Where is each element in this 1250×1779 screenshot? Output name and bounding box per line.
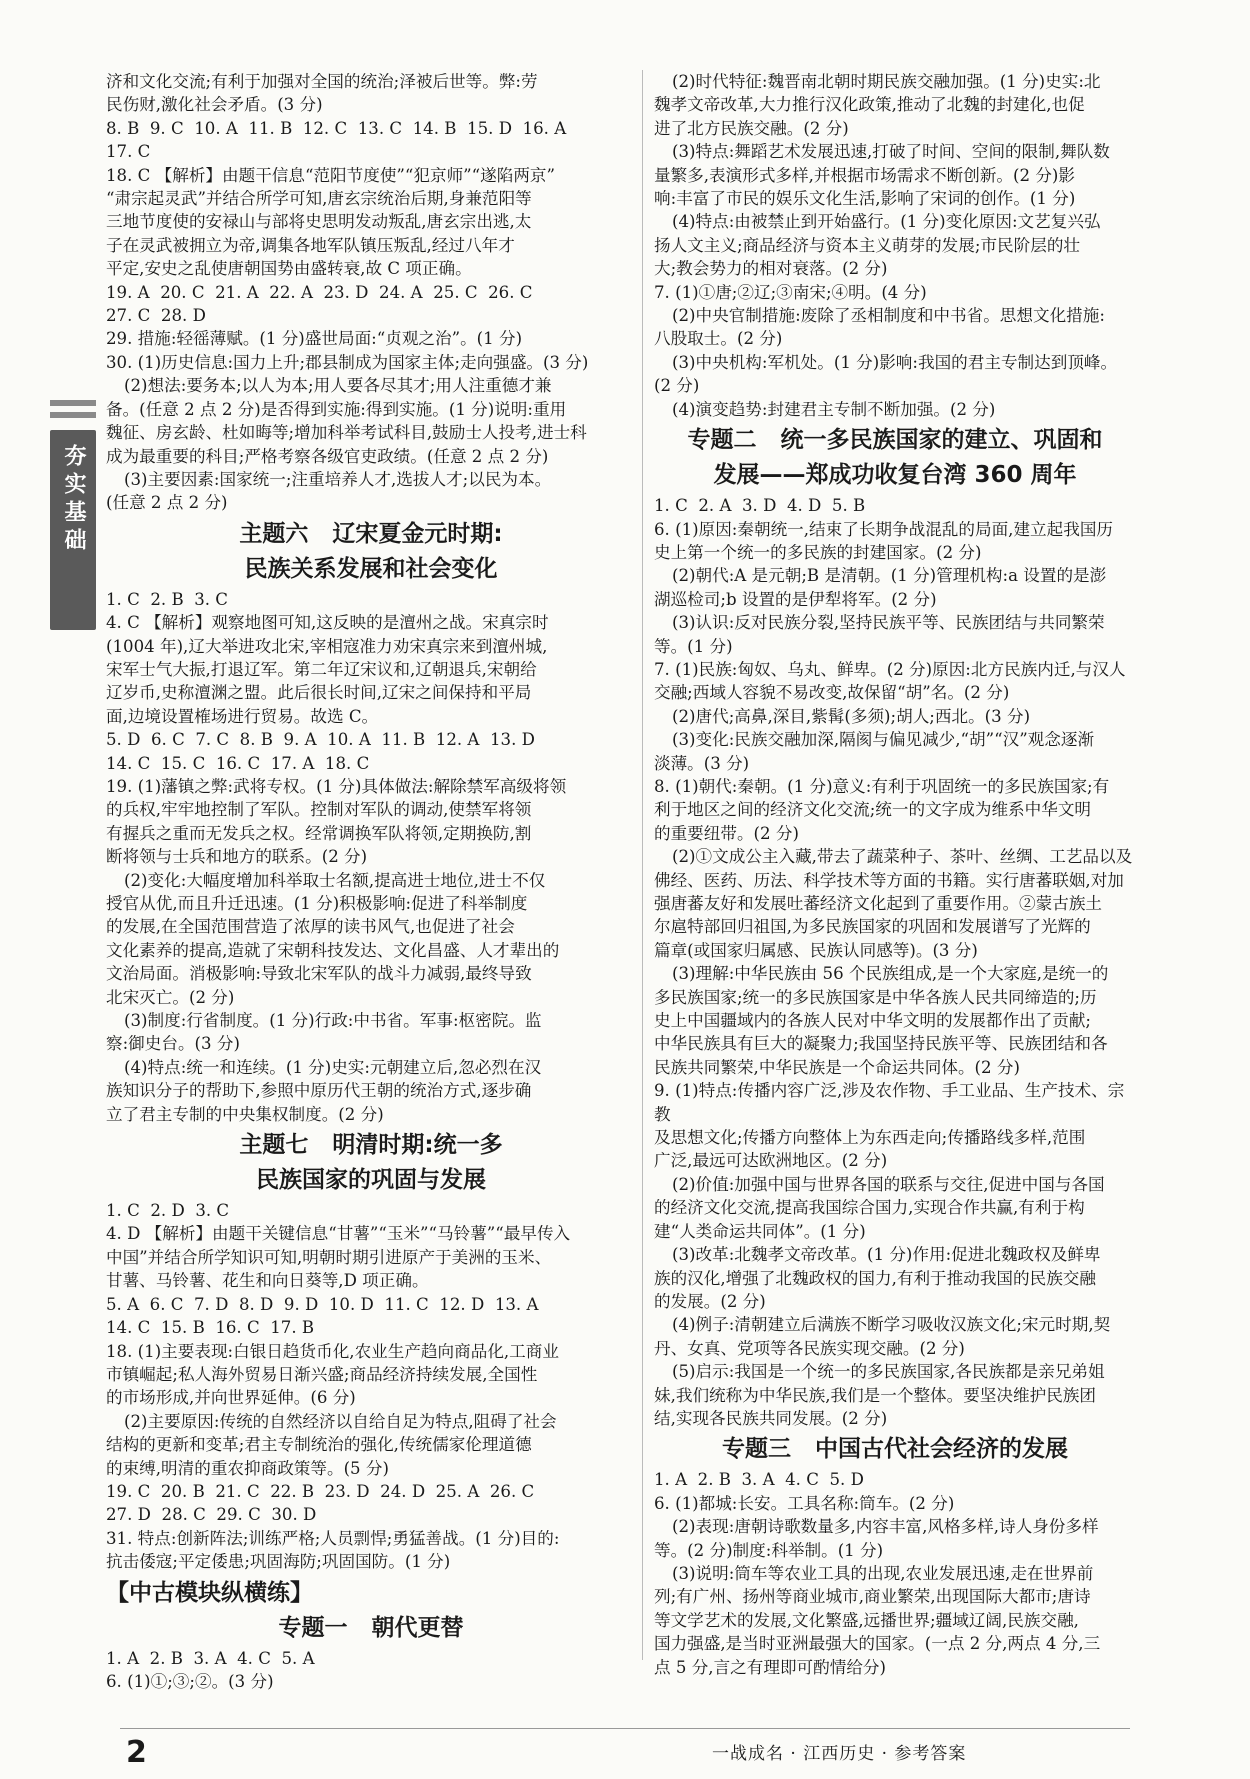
answer-line: 扬人文主义;商品经济与资本主义萌芽的发展;市民阶层的壮	[654, 235, 1081, 255]
answer-line: 1. C 2. B 3. C	[106, 589, 229, 609]
answer-line: (3)主要因素:国家统一;注重培养人才,选拔人才;以民为本。	[124, 469, 552, 489]
answer-line: 18. (1)主要表现:白银日趋货币化,农业生产趋向商品化,工商业	[106, 1341, 559, 1361]
answer-line: (3)改革:北魏孝文帝改革。(1 分)作用:促进北魏政权及鲜卑	[672, 1245, 1101, 1265]
left-column	[106, 70, 636, 1693]
section-heading: 民族国家的巩固与发展	[256, 1167, 486, 1194]
answer-line: 列;有广州、扬州等商业城市,商业繁荣,出现国际大都市;唐诗	[654, 1587, 1091, 1607]
answer-line: 大;教会势力的相对衰落。(2 分)	[654, 259, 888, 279]
answer-line: 14. C 15. B 16. C 17. B	[106, 1318, 315, 1338]
answer-line: 结,实现各民族共同发展。(2 分)	[654, 1408, 888, 1428]
answer-line: 民伤财,激化社会矛盾。(3 分)	[106, 95, 323, 115]
answer-line: 的束缚,明清的重农抑商政策等。(5 分)	[106, 1458, 389, 1478]
answer-line: 结构的更新和变革;君主专制统治的强化,传统儒家伦理道德	[106, 1435, 532, 1455]
side-strip	[50, 412, 96, 418]
answer-line: 的市场形成,并向世界延伸。(6 分)	[106, 1388, 356, 1408]
answer-line: 辽岁币,史称澶渊之盟。此后很长时间,辽宋之间保持和平局	[106, 683, 532, 703]
answer-line: 平定,安史之乱使唐朝国势由盛转衰,故 C 项正确。	[106, 259, 472, 279]
answer-line: 1. A 2. B 3. A 4. C 5. A	[106, 1648, 315, 1668]
answer-line: (3)特点:舞蹈艺术发展迅速,打破了时间、空间的限制,舞队数	[672, 142, 1110, 162]
answer-line: (2)唐代;高鼻,深目,紫髯(多须);胡人;西北。(3 分)	[672, 706, 1031, 726]
answer-line: 1. A 2. B 3. A 4. C 5. D	[654, 1470, 864, 1490]
section-heading: 专题一 朝代更替	[278, 1614, 464, 1641]
answer-line: (2)①文成公主入藏,带去了蔬菜种子、茶叶、丝绸、工艺品以及	[672, 847, 1133, 867]
section-heading: 专题二 统一多民族国家的建立、巩固和	[687, 427, 1103, 454]
answer-line: 19. C 20. B 21. C 22. B 23. D 24. D 25. A 26. C	[106, 1481, 535, 1501]
answer-line: 史上中国疆域内的各族人民对中华文明的发展都作出了贡献;	[654, 1011, 1092, 1031]
answer-line: 19. (1)藩镇之弊:武将专权。(1 分)具体做法:解除禁军高级将领	[106, 776, 567, 796]
answer-line: 有握兵之重而无发兵之权。经常调换军队将领,定期换防,割	[106, 823, 532, 843]
answer-line: 强唐蕃友好和发展吐蕃经济文化起到了重要作用。②蒙古族土	[654, 894, 1103, 913]
answer-line: 14. C 15. C 16. C 17. A 18. C	[106, 753, 370, 773]
answer-line: 中华民族具有巨大的凝聚力;我国坚持民族平等、民族团结和各	[654, 1034, 1108, 1054]
answer-line: 妹,我们统称为中华民族,我们是一个整体。要坚决维护民族团	[654, 1385, 1096, 1405]
answer-line: 8. (1)朝代:秦朝。(1 分)意义:有利于巩固统一的多民族国家;有	[654, 776, 1110, 796]
answer-line: 6. (1)①;③;②。(3 分)	[106, 1671, 274, 1691]
section-heading: 主题七 明清时期:统一多	[239, 1132, 503, 1159]
answer-line: 抗击倭寇;平定倭患;巩固海防;巩固国防。(1 分)	[106, 1552, 451, 1572]
answer-line: 31. 特点:创新阵法;训练严格;人员剽悍;勇猛善战。(1 分)目的:	[106, 1528, 560, 1548]
answer-line: 淡薄。(3 分)	[654, 753, 750, 773]
answer-line: 的重要纽带。(2 分)	[654, 823, 799, 843]
side-tab-label: 夯实基础	[61, 444, 86, 556]
answer-line: 等文学艺术的发展,文化繁盛,远播世界;疆域辽阔,民族交融,	[654, 1610, 1079, 1630]
answer-line: 的发展,在全国范围营造了浓厚的读书风气,也促进了社会	[106, 917, 515, 937]
answer-line: (5)启示:我国是一个统一的多民族国家,各民族都是亲兄弟姐	[672, 1362, 1105, 1382]
answer-line: 面,边境设置榷场进行贸易。故选 C。	[106, 706, 379, 726]
side-strip	[50, 400, 96, 406]
answer-line: 魏孝文帝改革,大力推行汉化政策,推动了北魏的封建化,也促	[654, 95, 1085, 115]
answer-line: (1004 年),辽大举进攻北宋,宰相寇准力劝宋真宗来到澶州城,	[106, 636, 548, 656]
answer-line: 的发展。(2 分)	[654, 1291, 766, 1311]
column-divider	[642, 70, 643, 1660]
answer-line: (2)中央官制措施:废除了丞相制度和中书省。思想文化措施:	[672, 306, 1105, 326]
page-number: 2	[126, 1735, 147, 1770]
answer-line: 甘薯、马铃薯、花生和向日葵等,D 项正确。	[106, 1271, 429, 1291]
answer-line: 族知识分子的帮助下,参照中原历代王朝的统治方式,逐步确	[106, 1081, 532, 1101]
answer-line: (2)价值:加强中国与世界各国的联系与交往,促进中国与各国	[672, 1174, 1105, 1194]
answer-line: (2)时代特征:魏晋南北朝时期民族交融加强。(1 分)史实:北	[672, 72, 1101, 91]
answer-line: (3)中央机构:军机处。(1 分)影响:我国的君主专制达到顶峰。	[672, 352, 1118, 372]
answer-line: 27. C 28. D	[106, 306, 206, 326]
answer-line: 7. (1)民族:匈奴、乌丸、鲜卑。(2 分)原因:北方民族内迁,与汉人	[654, 659, 1126, 679]
answer-line: (4)例子:清朝建立后满族不断学习吸收汉族文化;宋元时期,契	[672, 1315, 1111, 1335]
answer-line: 9. (1)特点:传播内容广泛,涉及农作物、手工业品、生产技术、宗教	[654, 1081, 1125, 1124]
answer-line: (2)主要原因:传统的自然经济以自给自足为特点,阻碍了社会	[124, 1411, 557, 1431]
footer-text: 一战成名 · 江西历史 · 参考答案	[712, 1744, 967, 1764]
answer-line: 三地节度使的安禄山与部将史思明发动叛乱,唐玄宗出逃,太	[106, 212, 532, 232]
answer-line: (2)朝代:A 是元朝;B 是清朝。(1 分)管理机构:a 设置的是澎	[672, 566, 1107, 586]
answer-line: 的经济文化交流,提高我国综合国力,实现合作共赢,有利于构	[654, 1198, 1085, 1218]
answer-line: 北宋灭亡。(2 分)	[106, 987, 235, 1007]
answer-line: 成为最重要的科目;严格考察各级官吏政绩。(任意 2 点 2 分)	[106, 446, 549, 466]
answer-line: 等。(2 分)制度:科举制。(1 分)	[654, 1540, 884, 1560]
answer-line: 5. A 6. C 7. D 8. D 9. D 10. D 11. C 12. D 13. A	[106, 1294, 539, 1314]
answer-line: 建“人类命运共同体”。(1 分)	[654, 1221, 866, 1241]
answer-line: 济和文化交流;有利于加强对全国的统治;泽被后世等。弊:劳	[106, 72, 538, 91]
answer-line: 8. B 9. C 10. A 11. B 12. C 13. C 14. B 15. D 16. A	[106, 118, 567, 138]
answer-line: (2)想法:要务本;以人为本;用人要各尽其才;用人注重德才兼	[124, 376, 552, 396]
answer-line: (2)变化:大幅度增加科举取士名额,提高进士地位,进士不仅	[124, 870, 546, 890]
answer-line: 丹、女真、党项等各民族实现交融。(2 分)	[654, 1338, 965, 1358]
answer-line: (4)演变趋势:封建君主专制不断加强。(2 分)	[672, 399, 996, 419]
answer-line: 立了君主专制的中央集权制度。(2 分)	[106, 1104, 384, 1124]
answer-line: 29. 措施:轻徭薄赋。(1 分)盛世局面:“贞观之治”。(1 分)	[106, 329, 523, 349]
answer-line: 子在灵武被拥立为帝,调集各地军队镇压叛乱,经过八年才	[106, 235, 515, 255]
answer-line: 等。(1 分)	[654, 636, 733, 656]
section-heading: 民族关系发展和社会变化	[244, 555, 498, 582]
answer-line: 备。(任意 2 点 2 分)是否得到实施:得到实施。(1 分)说明:重用	[106, 399, 567, 419]
answer-line: (2)表现:唐朝诗歌数量多,内容丰富,风格多样,诗人身份多样	[672, 1517, 1099, 1537]
section-heading: 发展——郑成功收复台湾 360 周年	[713, 462, 1077, 489]
answer-line: 断将领与士兵和地方的联系。(2 分)	[106, 847, 368, 867]
answer-line: 18. C 【解析】由题干信息“范阳节度使”“犯京师”“遂陷两京”	[106, 165, 556, 185]
section-heading: 【中古模块纵横练】	[106, 1579, 313, 1606]
answer-line: (3)认识:反对民族分裂,坚持民族平等、民族团结与共同繁荣	[672, 613, 1105, 633]
answer-line: 史上第一个统一的多民族的封建国家。(2 分)	[654, 542, 982, 562]
answer-line: (3)理解:中华民族由 56 个民族组成,是一个大家庭,是统一的	[672, 964, 1109, 984]
answer-line: 量繁多,表演形式多样,并根据市场需求不断创新。(2 分)影	[654, 165, 1075, 185]
answer-line: 多民族国家;统一的多民族国家是中华各族人民共同缔造的;历	[654, 987, 1097, 1007]
section-heading: 专题三 中国古代社会经济的发展	[721, 1436, 1069, 1463]
answer-line: 响:丰富了市民的娱乐文化生活,影响了宋词的创作。(1 分)	[654, 189, 1076, 209]
answer-line: 八股取士。(2 分)	[654, 329, 783, 349]
answer-line: 1. C 2. A 3. D 4. D 5. B	[654, 496, 866, 516]
answer-line: (4)特点:由被禁止到开始盛行。(1 分)变化原因:文艺复兴弘	[672, 212, 1101, 232]
answer-line: (2 分)	[654, 376, 700, 396]
answer-line: 4. D 【解析】由题干关键信息“甘薯”“玉米”“马铃薯”“最早传入	[106, 1224, 571, 1244]
answer-line: 30. (1)历史信息:国力上升;郡县制成为国家主体;走向强盛。(3 分)	[106, 352, 589, 372]
answer-line: (任意 2 点 2 分)	[106, 493, 228, 513]
answer-line: 交融;西域人容貌不易改变,故保留“胡”名。(2 分)	[654, 683, 1010, 703]
answer-line: 族的汉化,增强了北魏政权的国力,有利于推动我国的民族交融	[654, 1268, 1096, 1288]
answer-line: 的兵权,牢牢地控制了军队。控制对军队的调动,使禁军将领	[106, 800, 532, 820]
answer-line: 进了北方民族交融。(2 分)	[654, 118, 849, 138]
answer-line: 点 5 分,言之有理即可酌情给分)	[654, 1657, 886, 1677]
answer-line: 文化素养的提高,造就了宋朝科技发达、文化昌盛、人才辈出的	[106, 940, 560, 960]
answer-line: 6. (1)都城:长安。工具名称:筒车。(2 分)	[654, 1493, 955, 1513]
answer-line: 授官从优,而且升迁迅速。(1 分)积极影响:促进了科举制度	[106, 894, 528, 913]
answer-line: 湖巡检司;b 设置的是伊犁将军。(2 分)	[654, 589, 937, 609]
right-column	[654, 70, 1136, 1679]
answer-line: 中国”并结合所学知识可知,明朝时期引进原产于美洲的玉米、	[106, 1247, 552, 1267]
answer-line: 6. (1)原因:秦朝统一,结束了长期争战混乱的局面,建立起我国历	[654, 519, 1114, 539]
answer-line: 尔扈特部回归祖国,为多民族国家的巩固和发展谱写了光辉的	[654, 917, 1091, 937]
answer-line: 篇章(或国家归属感、民族认同感等)。(3 分)	[654, 940, 978, 960]
answer-line: 5. D 6. C 7. C 8. B 9. A 10. A 11. B 12. A 13. D	[106, 730, 535, 750]
answer-line: 国力强盛,是当时亚洲最强大的国家。(一点 2 分,两点 4 分,三	[654, 1634, 1101, 1654]
answer-line: 佛经、医药、历法、科学技术等方面的书籍。实行唐蕃联姻,对加	[654, 870, 1124, 890]
answer-line: 察:御史台。(3 分)	[106, 1034, 240, 1054]
answer-line: 4. C 【解析】观察地图可知,这反映的是澶州之战。宋真宗时	[106, 613, 549, 633]
answer-line: (3)变化:民族交融加深,隔阂与偏见减少,“胡”“汉”观念逐渐	[672, 730, 1095, 750]
answer-line: 17. C	[106, 142, 151, 162]
answer-line: 及思想文化;传播方向整体上为东西走向;传播路线多样,范围	[654, 1128, 1086, 1148]
footer-rule	[120, 1728, 1130, 1729]
answer-line: 宋军士气大振,打退辽军。第二年辽宋议和,辽朝退兵,宋朝给	[106, 659, 537, 679]
answer-line: (3)制度:行省制度。(1 分)行政:中书省。军事:枢密院。监	[124, 1011, 542, 1031]
answer-line: 市镇崛起;私人海外贸易日渐兴盛;商品经济持续发展,全国性	[106, 1364, 538, 1384]
answer-line: 魏征、房玄龄、杜如晦等;增加科举考试科目,鼓励士人投考,进士科	[106, 423, 587, 443]
side-tab	[50, 430, 96, 630]
answer-line: (4)特点:统一和连续。(1 分)史实:元朝建立后,忽必烈在汉	[124, 1057, 542, 1077]
answer-line: 27. D 28. C 29. C 30. D	[106, 1505, 317, 1525]
answer-line: “肃宗起灵武”并结合所学可知,唐玄宗统治后期,身兼范阳等	[106, 189, 532, 209]
section-heading: 主题六 辽宋夏金元时期:	[239, 520, 503, 547]
answer-line: 文治局面。消极影响:导致北宋军队的战斗力减弱,最终导致	[106, 964, 532, 984]
answer-line: 19. A 20. C 21. A 22. A 23. D 24. A 25. C 26. C	[106, 282, 533, 302]
answer-line: 广泛,最远可达欧洲地区。(2 分)	[654, 1151, 888, 1171]
answer-line: 民族共同繁荣,中华民族是一个命运共同体。(2 分)	[654, 1057, 1020, 1077]
answer-line: 1. C 2. D 3. C	[106, 1201, 230, 1221]
answer-line: 利于地区之间的经济文化交流;统一的文字成为维系中华文明	[654, 800, 1092, 820]
answer-line: 7. (1)①唐;②辽;③南宋;④明。(4 分)	[654, 282, 927, 302]
answer-line: (3)说明:筒车等农业工具的出现,农业发展迅速,走在世界前	[672, 1563, 1094, 1583]
